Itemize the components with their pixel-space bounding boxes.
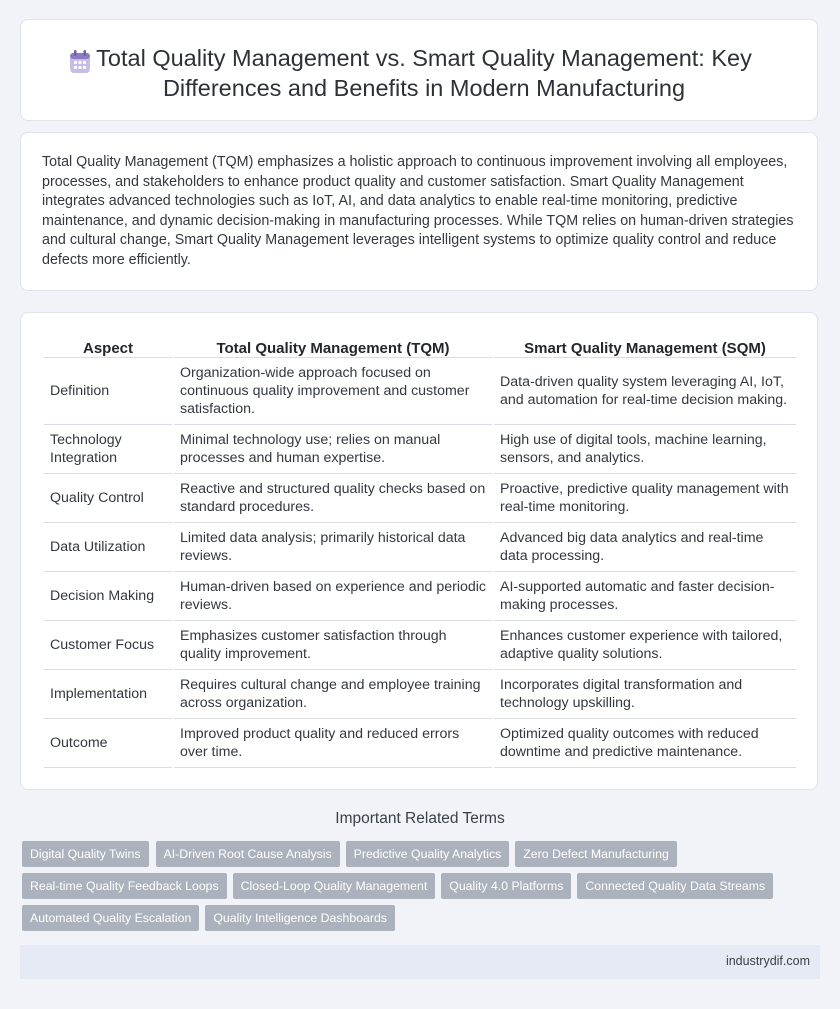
table-row [44,719,796,768]
related-term-tag[interactable]: AI-Driven Root Cause Analysis [156,841,340,867]
related-term-tag[interactable]: Automated Quality Escalation [22,905,199,931]
aspect-cell: Technology Integration [44,425,172,474]
aspect-cell: Customer Focus [44,621,172,670]
table-header-row [44,334,796,358]
tqm-cell: Reactive and structured quality checks based on standard procedures. [174,474,492,523]
related-terms-list [22,841,812,931]
sqm-cell: AI-supported automatic and faster decision-making processes. [494,572,796,621]
tqm-cell: Organization-wide approach focused on continuous quality improvement and customer satisfaction. [174,358,492,425]
sqm-cell: Advanced big data analytics and real-time data processing. [494,523,796,572]
sqm-cell: Incorporates digital transformation and technology upskilling. [494,670,796,719]
comparison-table-card [20,312,818,790]
tqm-cell: Limited data analysis; primarily historical data reviews. [174,523,492,572]
related-term-tag[interactable]: Quality 4.0 Platforms [441,873,571,899]
related-terms-heading: Important Related Terms [335,810,505,827]
header-card [20,19,818,121]
sqm-cell: Data-driven quality system leveraging AI, IoT, and automation for real-time decision making. [494,358,796,425]
footer-site-link[interactable]: industrydif.com [725,954,810,968]
table-row [44,425,796,474]
aspect-cell: Decision Making [44,572,172,621]
table-row [44,358,796,425]
comparison-table [42,334,798,768]
table-row [44,474,796,523]
sqm-cell: High use of digital tools, machine learning, sensors, and analytics. [494,425,796,474]
tqm-cell: Emphasizes customer satisfaction through quality improvement. [174,621,492,670]
tqm-cell: Human-driven based on experience and periodic reviews. [174,572,492,621]
related-term-tag[interactable]: Closed-Loop Quality Management [233,873,436,899]
related-term-tag[interactable]: Zero Defect Manufacturing [515,841,677,867]
related-term-tag[interactable]: Connected Quality Data Streams [577,873,773,899]
related-term-tag[interactable]: Real-time Quality Feedback Loops [22,873,227,899]
intro-card [20,132,818,291]
aspect-cell: Data Utilization [44,523,172,572]
table-row [44,621,796,670]
header-aspect: Aspect [44,334,172,358]
related-term-tag[interactable]: Digital Quality Twins [22,841,149,867]
sqm-cell: Proactive, predictive quality management with real-time monitoring. [494,474,796,523]
page-title: Total Quality Management vs. Smart Quality Management: Key Differences and Benefits in Modern Manufacturing [96,45,752,101]
aspect-cell: Quality Control [44,474,172,523]
tqm-cell: Improved product quality and reduced errors over time. [174,719,492,768]
table-row [44,523,796,572]
sqm-cell: Enhances customer experience with tailored, adaptive quality solutions. [494,621,796,670]
aspect-cell: Definition [44,358,172,425]
related-term-tag[interactable]: Quality Intelligence Dashboards [205,905,395,931]
table-row [44,670,796,719]
header-sqm: Smart Quality Management (SQM) [494,334,796,358]
footer [20,945,820,979]
table-row [44,572,796,621]
aspect-cell: Implementation [44,670,172,719]
tqm-cell: Minimal technology use; relies on manual processes and human expertise. [174,425,492,474]
sqm-cell: Optimized quality outcomes with reduced downtime and predictive maintenance. [494,719,796,768]
intro-paragraph: Total Quality Management (TQM) emphasizes a holistic approach to continuous improvement involving all employees, processes, and stakeholders to enhance product quality and customer satisfaction. Smart Quality Management integrates advanced technologies such as IoT, AI, and data analytics to enable real-time monitoring, predictive maintenance, and dynamic decision-making in manufacturing processes. While TQM relies on human-driven strategies and cultural change, Smart Quality Management leverages intelligent systems to optimize quality control and reduce defects more efficiently. [42,154,794,268]
aspect-cell: Outcome [44,719,172,768]
header-tqm: Total Quality Management (TQM) [174,334,492,358]
tqm-cell: Requires cultural change and employee training across organization. [174,670,492,719]
related-term-tag[interactable]: Predictive Quality Analytics [346,841,510,867]
